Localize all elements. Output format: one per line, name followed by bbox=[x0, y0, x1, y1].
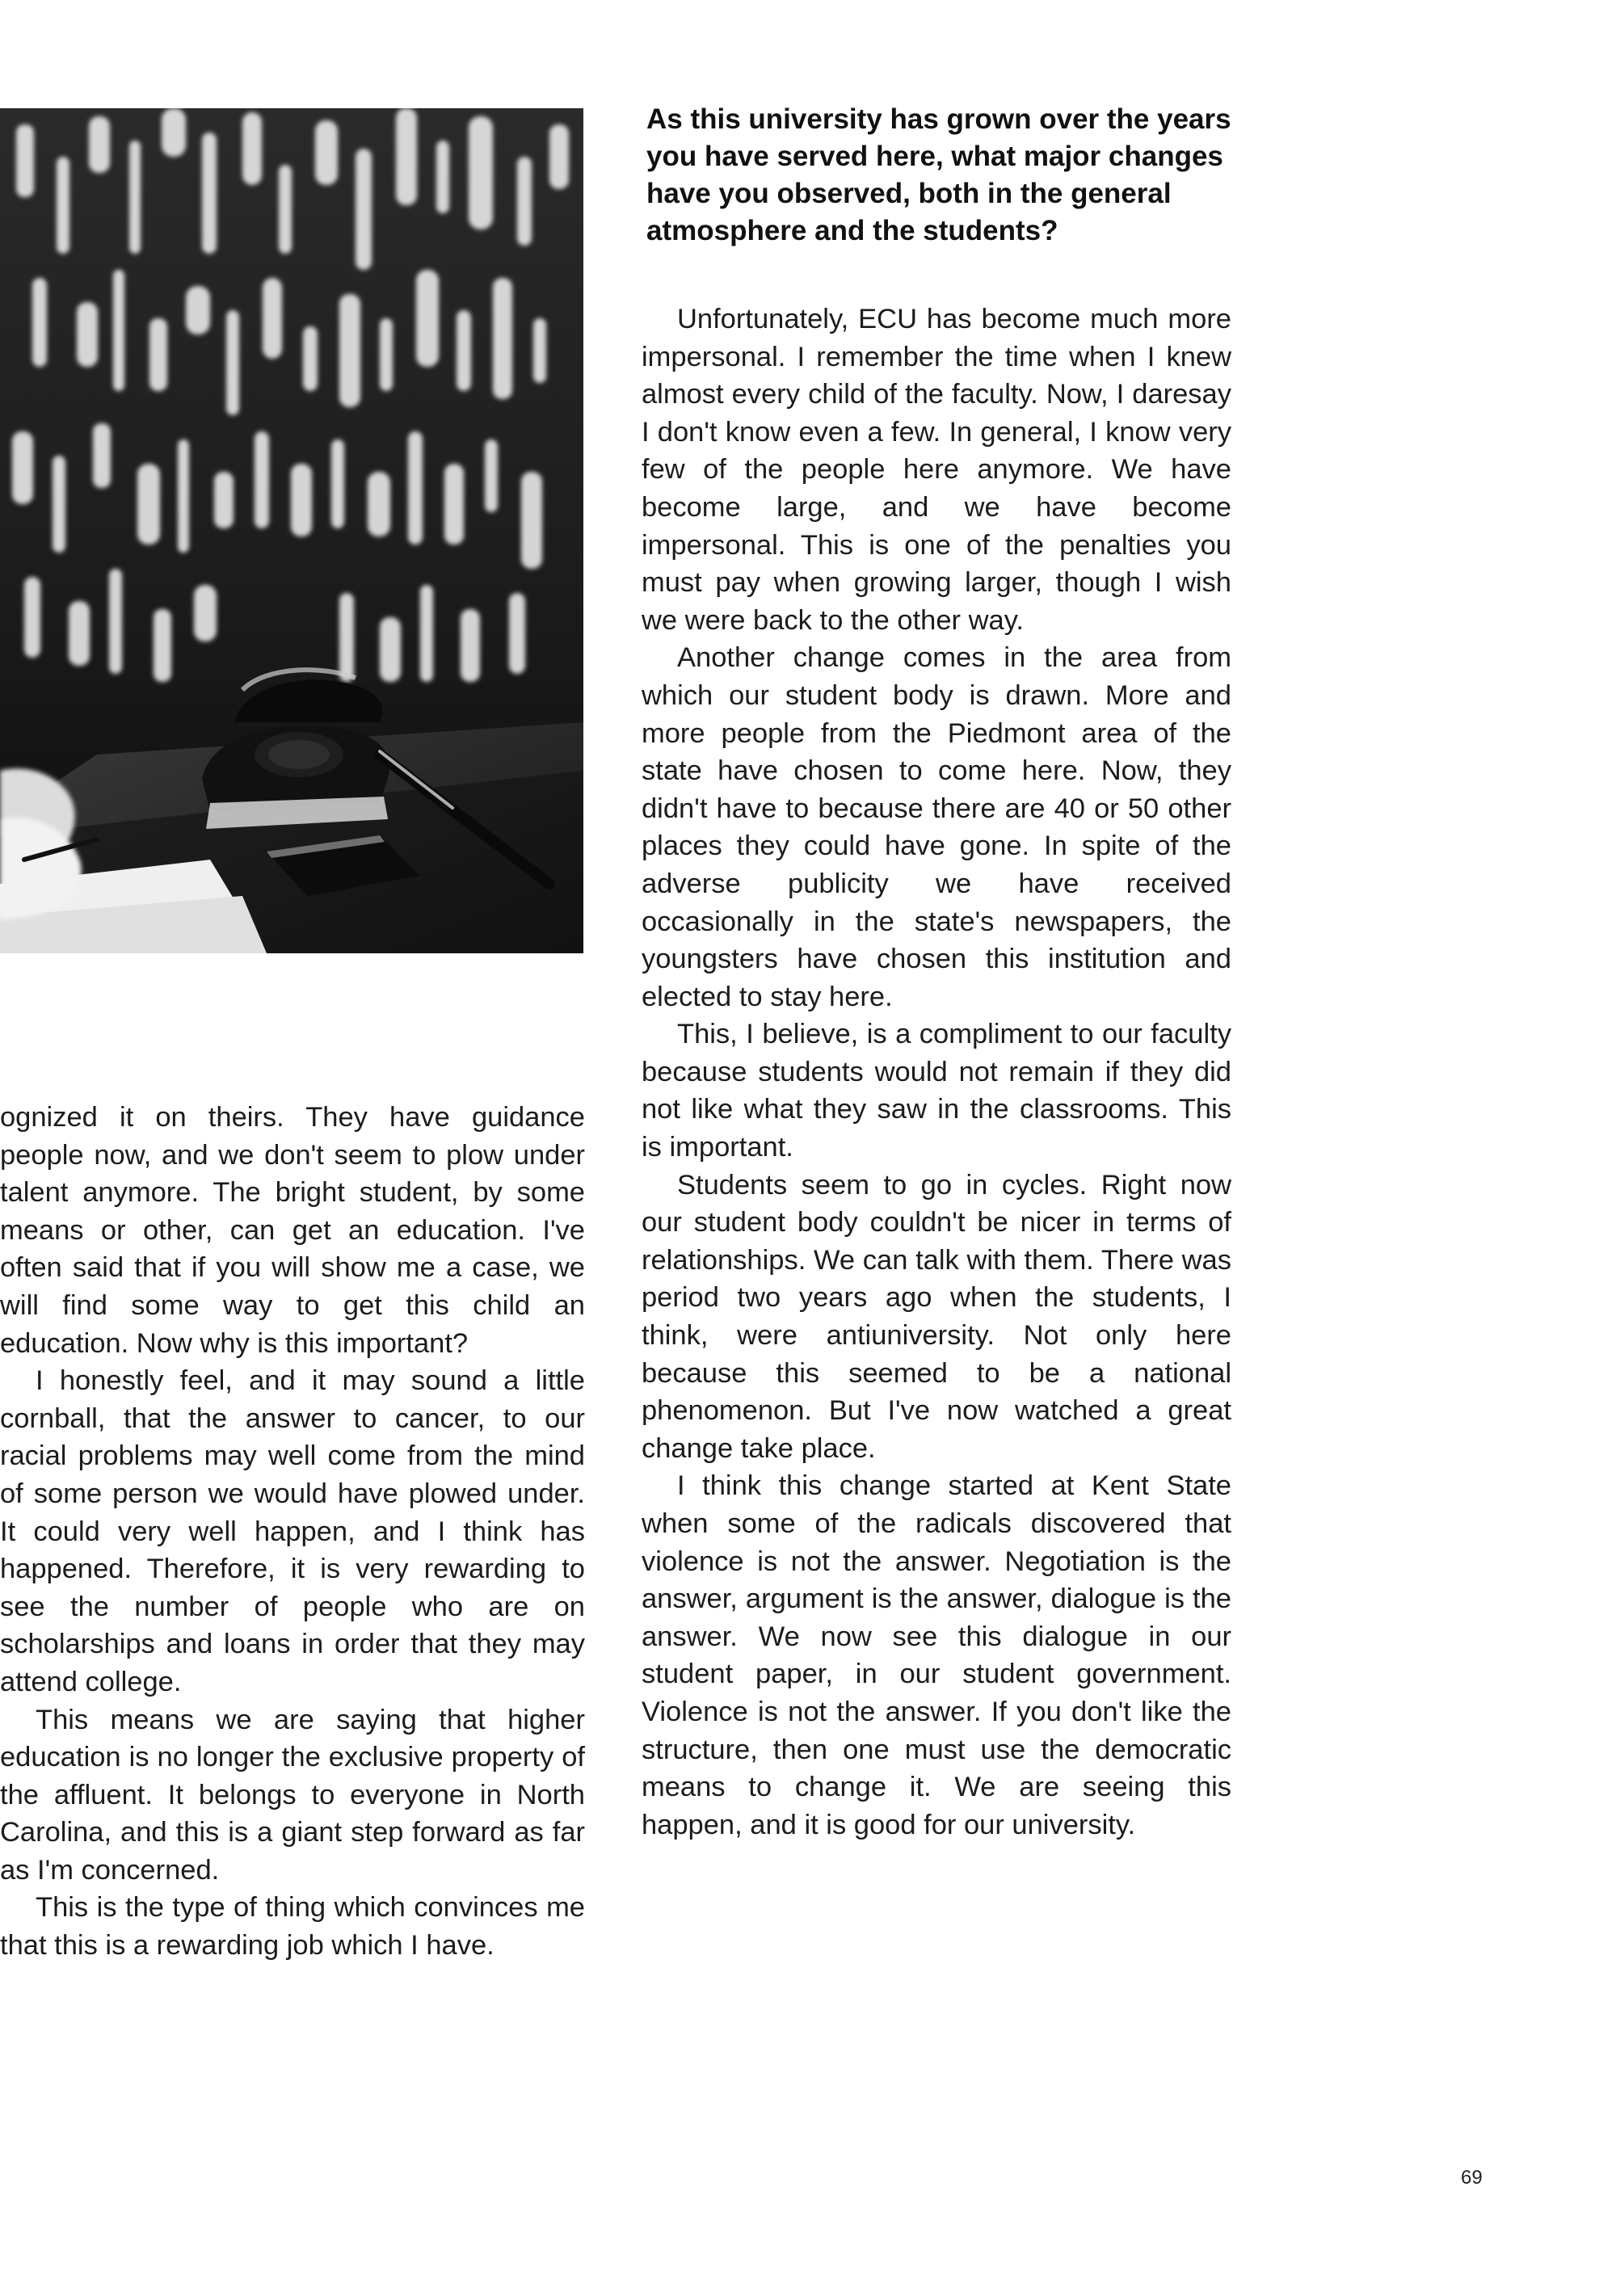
paragraph: This is the type of thing which convinces me that this is a rewarding job which I have. bbox=[0, 1892, 585, 1962]
interview-question: As this university has grown over the years you have served here, what major changes have you observed, both in the general atmosphere and the students? bbox=[646, 103, 1231, 246]
paragraph: I honestly feel, and it may sound a little cornball, that the answer to cancer, to our racial problems may well come from the mind of some person we would have plowed under. It could very well happen, and I think has happened. Therefore, it is very rewarding to see the number of people who are on scholarships and loans in order that they may attend college. bbox=[0, 1365, 585, 1697]
right-column-text bbox=[642, 301, 1231, 1844]
left-column-text bbox=[0, 1099, 585, 1965]
paragraph: Another change comes in the area from which our student body is drawn. More and more people from the Piedmont area of the state have chosen to come here. Now, they didn't have to because there are 40 or 50 other places they could have gone. In spite of the adverse publicity we have received occasionally in the state's newspapers, the youngsters have chosen this institution and elected to stay here. bbox=[642, 642, 1231, 1012]
paragraph: Unfortunately, ECU has become much more impersonal. I remember the time when I knew almost every child of the faculty. Now, I daresay I don't know even a few. In general, I know very few of the people here anymore. We have become large, and we have become impersonal. This is one of the penalties you must pay when growing larger, though I wish we were back to the other way. bbox=[642, 304, 1231, 636]
photo-illustration bbox=[0, 108, 583, 953]
page-number: 69 bbox=[1461, 2167, 1483, 2189]
paragraph: Students seem to go in cycles. Right now our student body couldn't be nicer in terms of relationships. We can talk with them. There was period two years ago when the students, I think, were antiuniversity. Not only here because this seemed to be a national phenomenon. But I've now watched a great change take place. bbox=[642, 1169, 1231, 1464]
paragraph: ognized it on theirs. They have guidance people now, and we don't seem to plow under talent anymore. The bright student, by some means or other, can get an education. I've often said that if you will show me a case, we will find some way to get this child an education. Now why is this important? bbox=[0, 1102, 585, 1359]
paragraph: This means we are saying that higher education is no longer the exclusive property of the affluent. It belongs to everyone in North Carolina, and this is a giant step forward as far as I'm concerned. bbox=[0, 1704, 585, 1886]
paragraph: I think this change started at Kent State when some of the radicals discovered that violence is not the answer. Negotiation is the answer, argument is the answer, dialogue is the answer. We now see this dialogue in our student paper, in our student government. Violence is not the answer. If you don't like the structure, then one must use the democratic means to change it. We are seeing this happen, and it is good for our university. bbox=[642, 1470, 1231, 1840]
paragraph: This, I believe, is a compliment to our faculty because students would not remain if they did not like what they saw in the classrooms. This is important. bbox=[642, 1019, 1231, 1163]
desk-telephone-photo bbox=[0, 108, 583, 953]
